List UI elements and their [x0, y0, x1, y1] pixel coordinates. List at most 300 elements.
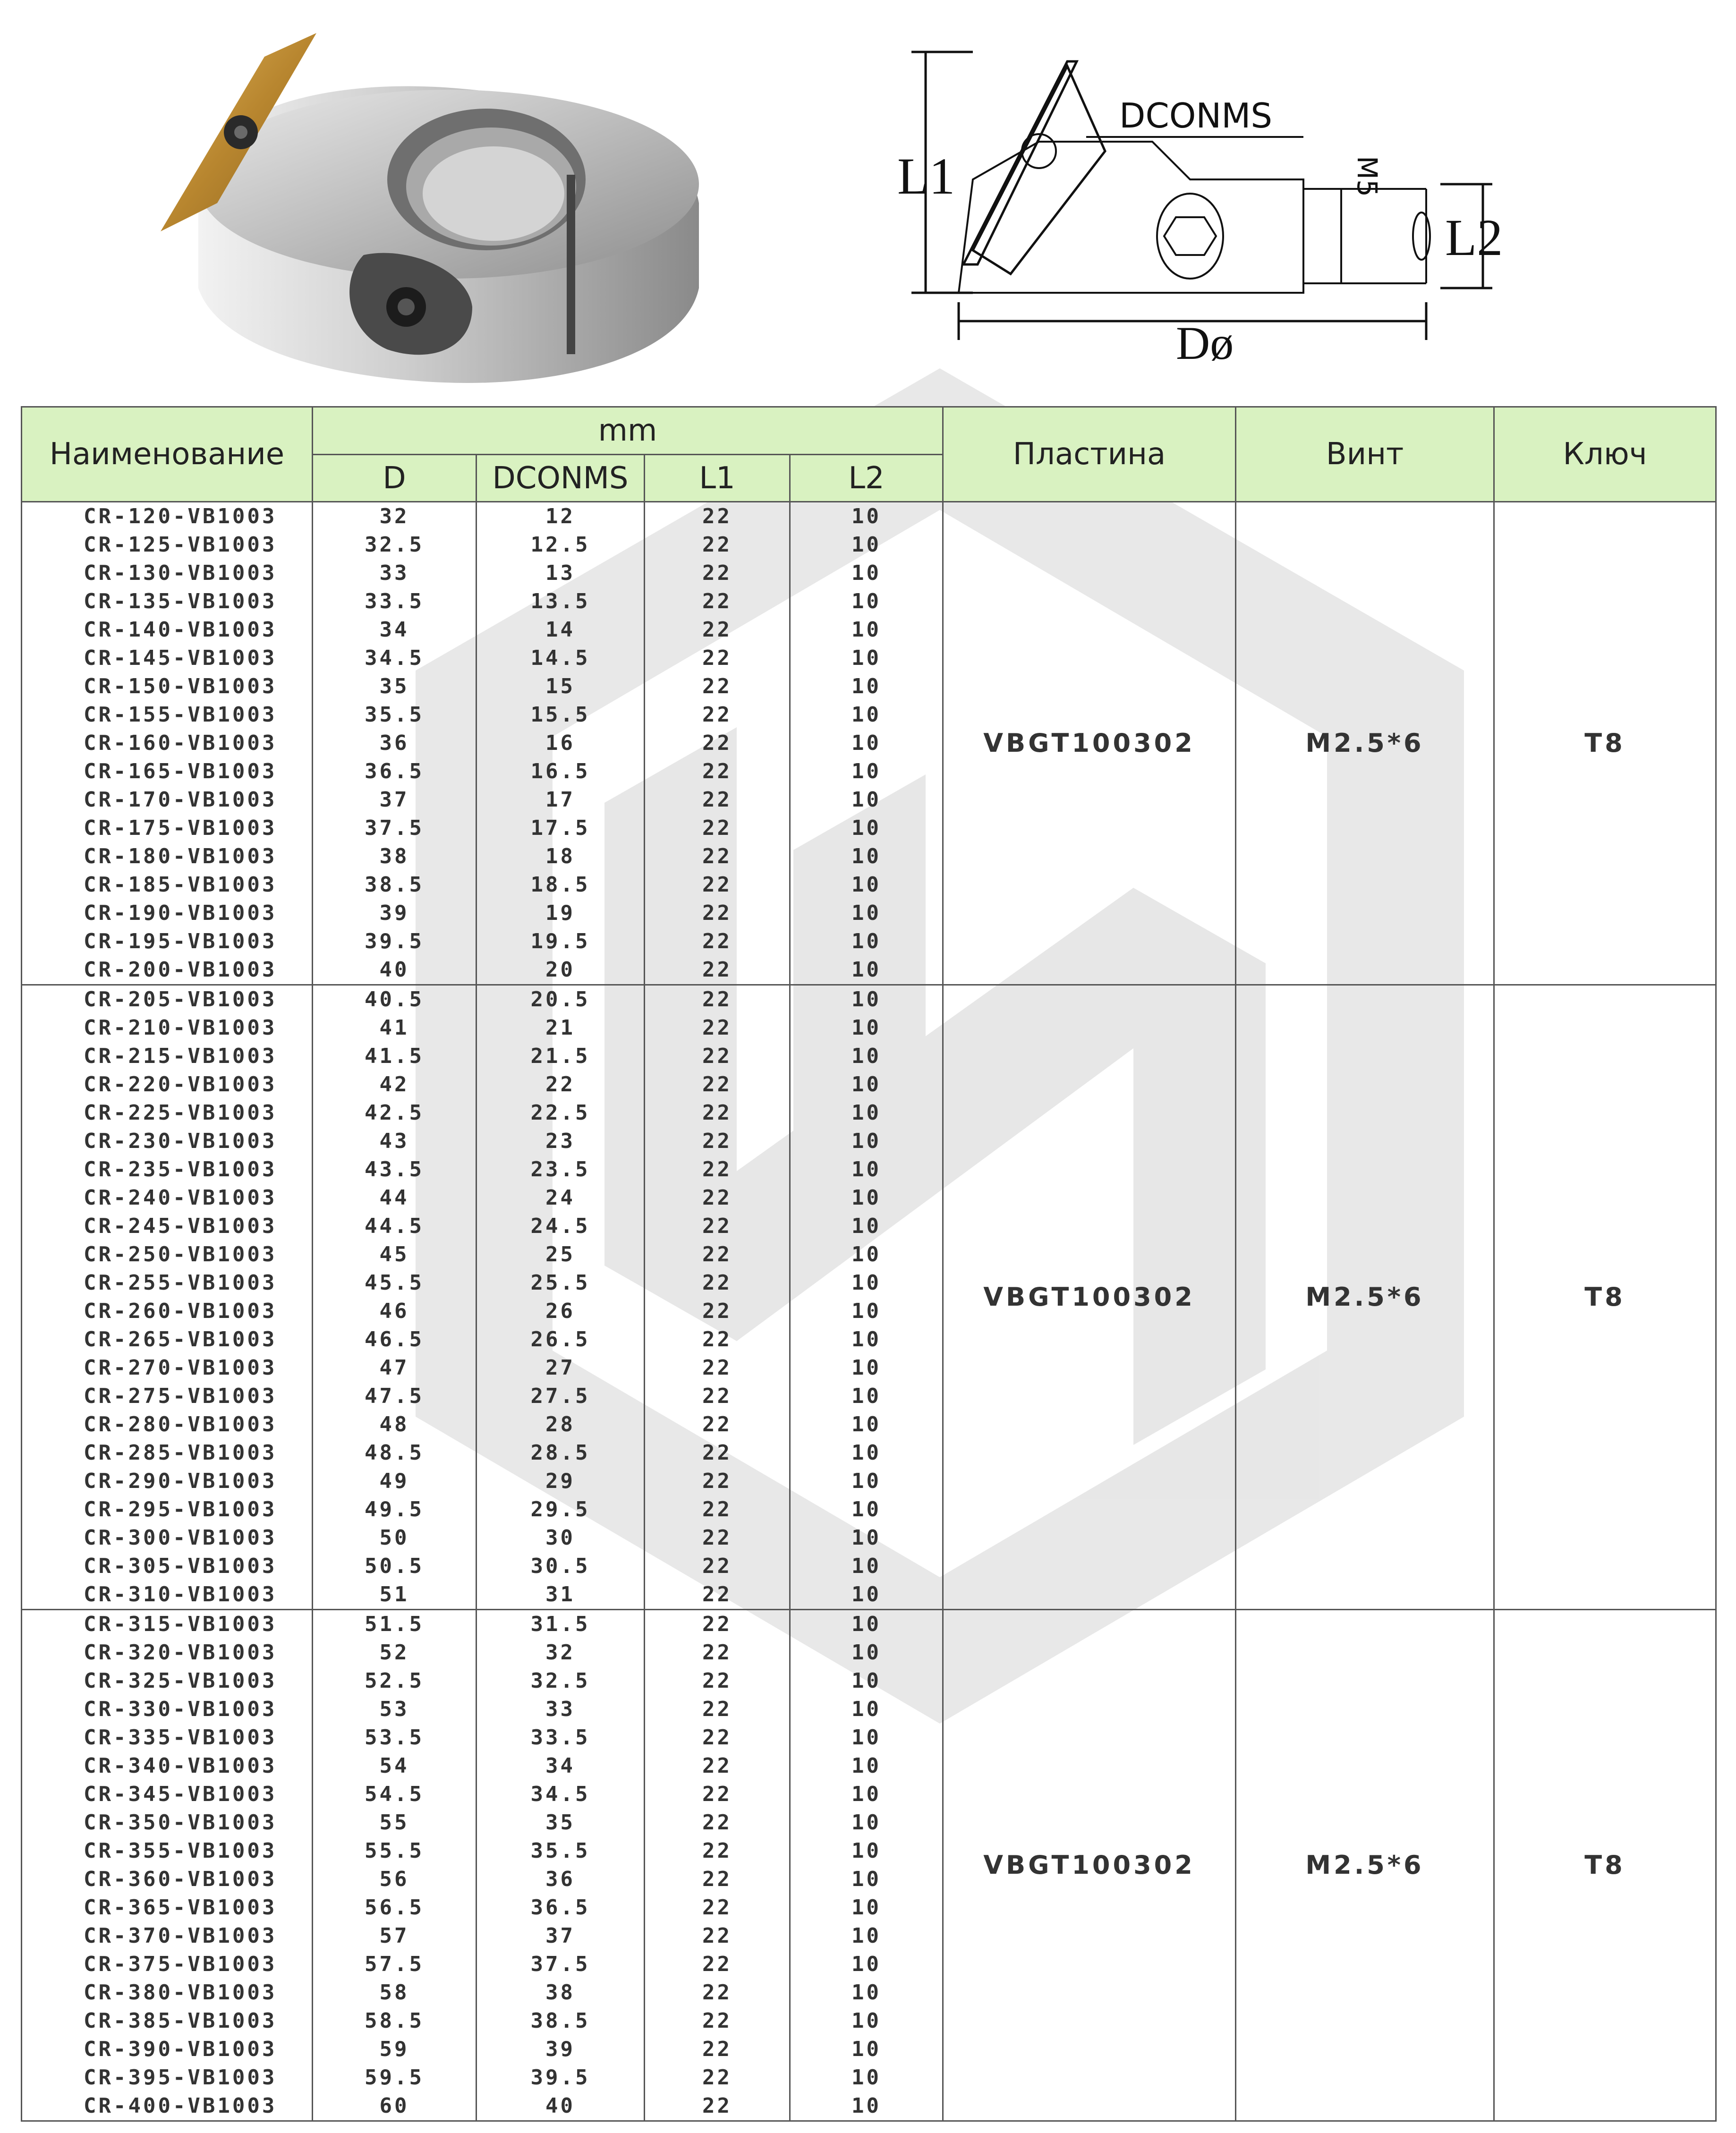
row-l1: 22 — [645, 1297, 790, 1326]
row-l2: 10 — [790, 956, 943, 985]
row-l1: 22 — [645, 672, 790, 701]
row-name: CR-260-VB1003 — [22, 1297, 313, 1326]
row-name: CR-190-VB1003 — [22, 899, 313, 927]
row-l2: 10 — [790, 1071, 943, 1099]
row-name: CR-270-VB1003 — [22, 1354, 313, 1382]
row-dconms: 38 — [477, 1979, 645, 2007]
row-l1: 22 — [645, 1780, 790, 1809]
row-l2: 10 — [790, 1241, 943, 1269]
row-l2: 10 — [790, 899, 943, 927]
schematic-label-l1: L1 — [897, 147, 955, 205]
table-row — [22, 502, 1716, 531]
row-dconms: 22 — [477, 1071, 645, 1099]
row-d: 35 — [313, 672, 477, 701]
table-row — [22, 985, 1716, 1014]
row-l1: 22 — [645, 1014, 790, 1042]
row-dconms: 30.5 — [477, 1552, 645, 1581]
technical-schematic — [897, 28, 1549, 368]
row-dconms: 22.5 — [477, 1099, 645, 1127]
row-name: CR-375-VB1003 — [22, 1950, 313, 1979]
row-d: 49.5 — [313, 1496, 477, 1524]
row-name: CR-285-VB1003 — [22, 1439, 313, 1467]
row-l2: 10 — [790, 616, 943, 644]
row-dconms: 17.5 — [477, 814, 645, 842]
row-l2: 10 — [790, 1695, 943, 1724]
row-d: 36 — [313, 729, 477, 757]
row-d: 44.5 — [313, 1212, 477, 1241]
row-l1: 22 — [645, 1439, 790, 1467]
row-name: CR-265-VB1003 — [22, 1326, 313, 1354]
row-l2: 10 — [790, 502, 943, 531]
row-name: CR-255-VB1003 — [22, 1269, 313, 1297]
row-l2: 10 — [790, 1184, 943, 1212]
row-dconms: 37 — [477, 1922, 645, 1950]
row-name: CR-340-VB1003 — [22, 1752, 313, 1780]
row-dconms: 38.5 — [477, 2007, 645, 2035]
header-plate: Пластина — [943, 407, 1236, 502]
spec-table-body — [22, 502, 1716, 2121]
row-name: CR-275-VB1003 — [22, 1382, 313, 1411]
row-dconms: 20 — [477, 956, 645, 985]
row-l2: 10 — [790, 1667, 943, 1695]
row-l1: 22 — [645, 1581, 790, 1610]
row-dconms: 21.5 — [477, 1042, 645, 1071]
row-name: CR-345-VB1003 — [22, 1780, 313, 1809]
row-dconms: 40 — [477, 2092, 645, 2121]
row-d: 50 — [313, 1524, 477, 1552]
row-l1: 22 — [645, 1411, 790, 1439]
row-d: 40.5 — [313, 985, 477, 1014]
row-d: 46 — [313, 1297, 477, 1326]
row-dconms: 34.5 — [477, 1780, 645, 1809]
schematic-label-l2: L2 — [1445, 209, 1503, 266]
row-d: 47 — [313, 1354, 477, 1382]
row-l1: 22 — [645, 1241, 790, 1269]
row-l1: 22 — [645, 842, 790, 871]
row-name: CR-180-VB1003 — [22, 842, 313, 871]
row-dconms: 23.5 — [477, 1156, 645, 1184]
row-dconms: 18.5 — [477, 871, 645, 899]
row-l1: 22 — [645, 1496, 790, 1524]
row-l2: 10 — [790, 1467, 943, 1496]
row-d: 42.5 — [313, 1099, 477, 1127]
row-l1: 22 — [645, 1809, 790, 1837]
row-l1: 22 — [645, 1639, 790, 1667]
plate-cell: VBGT100302 — [943, 985, 1236, 1610]
row-dconms: 14.5 — [477, 644, 645, 672]
row-name: CR-280-VB1003 — [22, 1411, 313, 1439]
row-l1: 22 — [645, 1467, 790, 1496]
row-d: 48.5 — [313, 1439, 477, 1467]
row-d: 47.5 — [313, 1382, 477, 1411]
row-l2: 10 — [790, 644, 943, 672]
header-d: D — [313, 455, 477, 502]
row-l2: 10 — [790, 2092, 943, 2121]
row-name: CR-160-VB1003 — [22, 729, 313, 757]
row-l2: 10 — [790, 1922, 943, 1950]
header-l1: L1 — [645, 455, 790, 502]
row-l2: 10 — [790, 1496, 943, 1524]
row-d: 44 — [313, 1184, 477, 1212]
row-name: CR-380-VB1003 — [22, 1979, 313, 2007]
row-d: 37.5 — [313, 814, 477, 842]
row-d: 36.5 — [313, 757, 477, 786]
row-d: 57 — [313, 1922, 477, 1950]
row-l2: 10 — [790, 1297, 943, 1326]
row-d: 34 — [313, 616, 477, 644]
row-l2: 10 — [790, 1099, 943, 1127]
row-l2: 10 — [790, 1610, 943, 1639]
row-dconms: 17 — [477, 786, 645, 814]
row-d: 52 — [313, 1639, 477, 1667]
table-row — [22, 1610, 1716, 1639]
row-l2: 10 — [790, 531, 943, 559]
row-name: CR-220-VB1003 — [22, 1071, 313, 1099]
row-l1: 22 — [645, 1127, 790, 1156]
row-dconms: 28.5 — [477, 1439, 645, 1467]
row-l2: 10 — [790, 1552, 943, 1581]
row-name: CR-245-VB1003 — [22, 1212, 313, 1241]
schematic-label-d: Dø — [1176, 317, 1234, 368]
row-d: 34.5 — [313, 644, 477, 672]
row-name: CR-290-VB1003 — [22, 1467, 313, 1496]
row-name: CR-365-VB1003 — [22, 1894, 313, 1922]
row-l1: 22 — [645, 729, 790, 757]
row-name: CR-200-VB1003 — [22, 956, 313, 985]
row-dconms: 25 — [477, 1241, 645, 1269]
row-l1: 22 — [645, 956, 790, 985]
row-d: 41.5 — [313, 1042, 477, 1071]
row-dconms: 15 — [477, 672, 645, 701]
row-dconms: 26.5 — [477, 1326, 645, 1354]
row-name: CR-250-VB1003 — [22, 1241, 313, 1269]
row-name: CR-195-VB1003 — [22, 927, 313, 956]
row-dconms: 21 — [477, 1014, 645, 1042]
row-name: CR-350-VB1003 — [22, 1809, 313, 1837]
row-l2: 10 — [790, 1014, 943, 1042]
row-l1: 22 — [645, 1156, 790, 1184]
row-l2: 10 — [790, 757, 943, 786]
row-l2: 10 — [790, 1439, 943, 1467]
row-d: 41 — [313, 1014, 477, 1042]
row-l1: 22 — [645, 1695, 790, 1724]
row-d: 40 — [313, 956, 477, 985]
row-l1: 22 — [645, 616, 790, 644]
row-d: 45 — [313, 1241, 477, 1269]
row-d: 56 — [313, 1865, 477, 1894]
row-dconms: 16.5 — [477, 757, 645, 786]
row-d: 53 — [313, 1695, 477, 1724]
row-l1: 22 — [645, 1610, 790, 1639]
row-dconms: 32.5 — [477, 1667, 645, 1695]
row-dconms: 30 — [477, 1524, 645, 1552]
row-l1: 22 — [645, 1212, 790, 1241]
row-dconms: 16 — [477, 729, 645, 757]
row-name: CR-140-VB1003 — [22, 616, 313, 644]
row-l1: 22 — [645, 1326, 790, 1354]
row-name: CR-175-VB1003 — [22, 814, 313, 842]
row-dconms: 36 — [477, 1865, 645, 1894]
header-l2: L2 — [790, 455, 943, 502]
row-dconms: 19.5 — [477, 927, 645, 956]
screw-cell: M2.5*6 — [1236, 502, 1494, 985]
row-l2: 10 — [790, 1809, 943, 1837]
row-l2: 10 — [790, 1724, 943, 1752]
row-name: CR-390-VB1003 — [22, 2035, 313, 2064]
row-name: CR-225-VB1003 — [22, 1099, 313, 1127]
row-name: CR-355-VB1003 — [22, 1837, 313, 1865]
row-d: 58 — [313, 1979, 477, 2007]
row-l1: 22 — [645, 871, 790, 899]
row-l1: 22 — [645, 1552, 790, 1581]
header-screw: Винт — [1236, 407, 1494, 502]
row-l1: 22 — [645, 927, 790, 956]
row-d: 49 — [313, 1467, 477, 1496]
row-dconms: 37.5 — [477, 1950, 645, 1979]
schematic-label-dconms: DCONMS — [1119, 96, 1273, 136]
row-name: CR-135-VB1003 — [22, 587, 313, 616]
row-dconms: 20.5 — [477, 985, 645, 1014]
row-name: CR-315-VB1003 — [22, 1610, 313, 1639]
row-dconms: 32 — [477, 1639, 645, 1667]
row-l1: 22 — [645, 1524, 790, 1552]
row-name: CR-165-VB1003 — [22, 757, 313, 786]
row-l2: 10 — [790, 1156, 943, 1184]
row-d: 35.5 — [313, 701, 477, 729]
row-l2: 10 — [790, 1042, 943, 1071]
row-l1: 22 — [645, 1071, 790, 1099]
plate-cell: VBGT100302 — [943, 502, 1236, 985]
row-l2: 10 — [790, 1524, 943, 1552]
row-dconms: 31 — [477, 1581, 645, 1610]
row-dconms: 12 — [477, 502, 645, 531]
row-l1: 22 — [645, 1752, 790, 1780]
header-dconms: DCONMS — [477, 455, 645, 502]
row-dconms: 14 — [477, 616, 645, 644]
row-dconms: 31.5 — [477, 1610, 645, 1639]
row-l1: 22 — [645, 1894, 790, 1922]
row-d: 54.5 — [313, 1780, 477, 1809]
row-name: CR-335-VB1003 — [22, 1724, 313, 1752]
row-dconms: 33.5 — [477, 1724, 645, 1752]
row-l2: 10 — [790, 985, 943, 1014]
row-l1: 22 — [645, 531, 790, 559]
row-l2: 10 — [790, 1639, 943, 1667]
screw-cell: M2.5*6 — [1236, 985, 1494, 1610]
row-l1: 22 — [645, 1667, 790, 1695]
row-dconms: 23 — [477, 1127, 645, 1156]
row-d: 46.5 — [313, 1326, 477, 1354]
row-name: CR-400-VB1003 — [22, 2092, 313, 2121]
row-l1: 22 — [645, 1837, 790, 1865]
row-d: 55 — [313, 1809, 477, 1837]
row-l2: 10 — [790, 1411, 943, 1439]
row-l2: 10 — [790, 1837, 943, 1865]
row-dconms: 35.5 — [477, 1837, 645, 1865]
row-l2: 10 — [790, 1894, 943, 1922]
row-d: 59 — [313, 2035, 477, 2064]
row-name: CR-215-VB1003 — [22, 1042, 313, 1071]
row-name: CR-235-VB1003 — [22, 1156, 313, 1184]
row-name: CR-325-VB1003 — [22, 1667, 313, 1695]
header-name: Наименование — [22, 407, 313, 502]
row-l1: 22 — [645, 899, 790, 927]
row-l1: 22 — [645, 1922, 790, 1950]
row-name: CR-360-VB1003 — [22, 1865, 313, 1894]
row-d: 38 — [313, 842, 477, 871]
row-name: CR-130-VB1003 — [22, 559, 313, 587]
row-l1: 22 — [645, 1950, 790, 1979]
screw-cell: M2.5*6 — [1236, 1610, 1494, 2121]
row-d: 45.5 — [313, 1269, 477, 1297]
row-dconms: 39 — [477, 2035, 645, 2064]
row-dconms: 33 — [477, 1695, 645, 1724]
header-key: Ключ — [1494, 407, 1716, 502]
row-d: 39.5 — [313, 927, 477, 956]
row-name: CR-300-VB1003 — [22, 1524, 313, 1552]
row-dconms: 13 — [477, 559, 645, 587]
row-l2: 10 — [790, 587, 943, 616]
row-l2: 10 — [790, 1127, 943, 1156]
row-name: CR-320-VB1003 — [22, 1639, 313, 1667]
row-dconms: 25.5 — [477, 1269, 645, 1297]
row-dconms: 29.5 — [477, 1496, 645, 1524]
row-l1: 22 — [645, 559, 790, 587]
row-name: CR-205-VB1003 — [22, 985, 313, 1014]
row-l1: 22 — [645, 644, 790, 672]
row-name: CR-185-VB1003 — [22, 871, 313, 899]
row-dconms: 35 — [477, 1809, 645, 1837]
row-d: 38.5 — [313, 871, 477, 899]
row-dconms: 12.5 — [477, 531, 645, 559]
row-d: 50.5 — [313, 1552, 477, 1581]
row-d: 54 — [313, 1752, 477, 1780]
row-l1: 22 — [645, 2092, 790, 2121]
row-dconms: 24 — [477, 1184, 645, 1212]
row-l1: 22 — [645, 985, 790, 1014]
row-d: 51 — [313, 1581, 477, 1610]
row-l1: 22 — [645, 1184, 790, 1212]
row-l2: 10 — [790, 1979, 943, 2007]
row-l1: 22 — [645, 2064, 790, 2092]
row-name: CR-385-VB1003 — [22, 2007, 313, 2035]
row-l1: 22 — [645, 786, 790, 814]
row-name: CR-370-VB1003 — [22, 1922, 313, 1950]
row-name: CR-230-VB1003 — [22, 1127, 313, 1156]
row-d: 37 — [313, 786, 477, 814]
row-name: CR-170-VB1003 — [22, 786, 313, 814]
row-l1: 22 — [645, 757, 790, 786]
row-l1: 22 — [645, 1382, 790, 1411]
row-l2: 10 — [790, 1780, 943, 1809]
row-l1: 22 — [645, 814, 790, 842]
row-dconms: 26 — [477, 1297, 645, 1326]
row-name: CR-305-VB1003 — [22, 1552, 313, 1581]
row-l2: 10 — [790, 927, 943, 956]
row-name: CR-155-VB1003 — [22, 701, 313, 729]
row-d: 33.5 — [313, 587, 477, 616]
row-l1: 22 — [645, 2035, 790, 2064]
row-d: 59.5 — [313, 2064, 477, 2092]
row-l1: 22 — [645, 1269, 790, 1297]
row-l2: 10 — [790, 1269, 943, 1297]
product-photo — [142, 24, 765, 392]
row-dconms: 24.5 — [477, 1212, 645, 1241]
row-l2: 10 — [790, 1212, 943, 1241]
row-d: 56.5 — [313, 1894, 477, 1922]
row-name: CR-125-VB1003 — [22, 531, 313, 559]
header-mm: mm — [313, 407, 943, 455]
row-dconms: 29 — [477, 1467, 645, 1496]
schematic-label-m5: M5 — [1351, 156, 1383, 197]
row-l2: 10 — [790, 672, 943, 701]
row-l1: 22 — [645, 1099, 790, 1127]
row-d: 42 — [313, 1071, 477, 1099]
row-d: 57.5 — [313, 1950, 477, 1979]
row-dconms: 13.5 — [477, 587, 645, 616]
row-l2: 10 — [790, 871, 943, 899]
row-dconms: 18 — [477, 842, 645, 871]
key-cell: T8 — [1494, 985, 1716, 1610]
row-l2: 10 — [790, 2035, 943, 2064]
row-name: CR-295-VB1003 — [22, 1496, 313, 1524]
row-name: CR-330-VB1003 — [22, 1695, 313, 1724]
row-name: CR-150-VB1003 — [22, 672, 313, 701]
row-l2: 10 — [790, 1865, 943, 1894]
row-name: CR-240-VB1003 — [22, 1184, 313, 1212]
row-d: 39 — [313, 899, 477, 927]
row-l2: 10 — [790, 729, 943, 757]
row-dconms: 19 — [477, 899, 645, 927]
row-l1: 22 — [645, 502, 790, 531]
row-l2: 10 — [790, 1354, 943, 1382]
row-l2: 10 — [790, 559, 943, 587]
row-l2: 10 — [790, 1950, 943, 1979]
row-l2: 10 — [790, 1752, 943, 1780]
row-d: 43 — [313, 1127, 477, 1156]
row-l2: 10 — [790, 1581, 943, 1610]
row-l2: 10 — [790, 1382, 943, 1411]
row-l1: 22 — [645, 701, 790, 729]
row-l2: 10 — [790, 842, 943, 871]
row-d: 52.5 — [313, 1667, 477, 1695]
row-l1: 22 — [645, 1042, 790, 1071]
row-l1: 22 — [645, 2007, 790, 2035]
row-dconms: 27.5 — [477, 1382, 645, 1411]
row-d: 53.5 — [313, 1724, 477, 1752]
row-l1: 22 — [645, 1724, 790, 1752]
row-d: 58.5 — [313, 2007, 477, 2035]
row-d: 55.5 — [313, 1837, 477, 1865]
row-l1: 22 — [645, 1979, 790, 2007]
row-dconms: 36.5 — [477, 1894, 645, 1922]
row-dconms: 39.5 — [477, 2064, 645, 2092]
row-l2: 10 — [790, 1326, 943, 1354]
row-l2: 10 — [790, 814, 943, 842]
row-l1: 22 — [645, 587, 790, 616]
row-dconms: 34 — [477, 1752, 645, 1780]
row-name: CR-120-VB1003 — [22, 502, 313, 531]
row-name: CR-395-VB1003 — [22, 2064, 313, 2092]
row-d: 33 — [313, 559, 477, 587]
row-d: 43.5 — [313, 1156, 477, 1184]
row-d: 32.5 — [313, 531, 477, 559]
key-cell: T8 — [1494, 1610, 1716, 2121]
row-d: 60 — [313, 2092, 477, 2121]
row-l2: 10 — [790, 786, 943, 814]
row-dconms: 27 — [477, 1354, 645, 1382]
row-l2: 10 — [790, 701, 943, 729]
